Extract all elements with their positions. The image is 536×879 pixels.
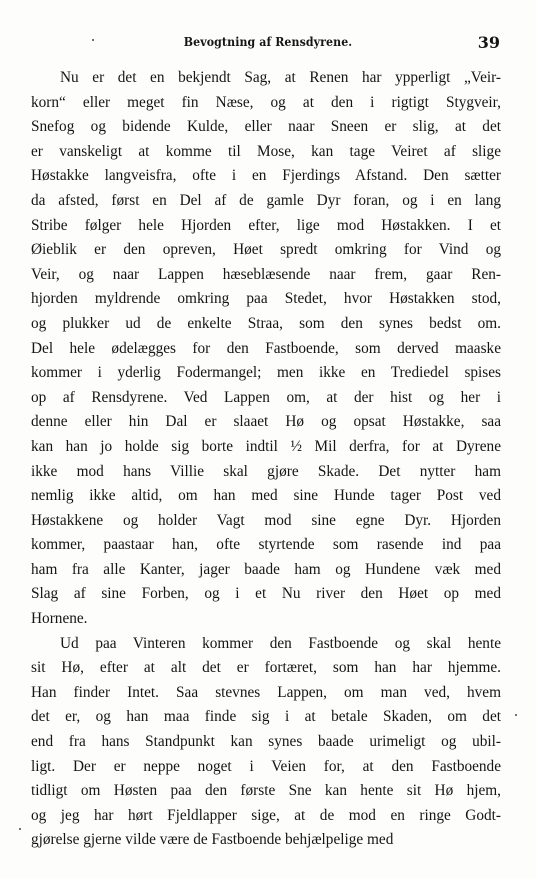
text-line: sit Hø, efter at alt det er fortæret, som han har hjemme. — [31, 659, 501, 677]
text-line: end fra hans Standpunkt kan synes baade urimeligt og ubil- — [31, 733, 501, 751]
text-line: gjørelse gjerne vilde være de Fastboende behjælpelige med — [31, 831, 394, 849]
text-line: ham fra alle Kanter, jager baade ham og Hundene væk med — [31, 560, 501, 578]
text-line: Hornene. — [31, 610, 88, 628]
text-line: Veir, og naar Lappen hæseblæsende naar frem, gaar Ren- — [31, 265, 501, 283]
text-line: Høstakkene og holder Vagt mod sine egne Dyr. Hjorden — [31, 511, 501, 529]
text-line: Slag af sine Forben, og i et Nu river den Høet op med — [31, 585, 501, 603]
text-line: Nu er det en bekjendt Sag, at Renen har ypperligt „Veir- — [60, 69, 501, 86]
text-line: op af Rensdyrene. Ved Lappen om, at der hist og her i — [31, 388, 501, 406]
text-line: kommer, paastaar han, ofte styrtende som rasende ind paa — [31, 536, 501, 554]
paragraph — [31, 632, 501, 853]
text-line: og plukker ud de enkelte Straa, som den synes bedst om. — [31, 314, 501, 332]
text-line: ikke mod hans Villie skal gjøre Skade. Det nytter ham — [31, 462, 501, 480]
paragraph — [31, 66, 501, 632]
text-line: kan han jo holde sig borte indtil ½ Mil derfra, for at Dyrene — [31, 437, 501, 455]
text-line: ligt. Der er neppe noget i Veien for, at den Fastboende — [31, 757, 501, 775]
text-line: er vanskeligt at komme til Mose, kan tage Veiret af slige — [31, 142, 501, 160]
text-line: Stribe følger hele Hjorden efter, lige mod Høstakken. I et — [31, 216, 501, 234]
text-line: Øieblik er den opreven, Høet spredt omkring for Vind og — [31, 241, 501, 259]
text-line: og jeg har hørt Fjeldlapper sige, at de mod en ringe Godt- — [31, 806, 501, 824]
text-line: tidligt om Høsten paa den første Sne kan hente sit Hø hjem, — [31, 782, 501, 800]
text-line: Snefog og bidende Kulde, eller naar Sneen er slig, at det — [31, 118, 501, 136]
text-line: Høstakke langveisfra, ofte i en Fjerdings Afstand. Den sætter — [31, 167, 501, 185]
text-line: Del hele ødelægges for den Fastboende, som derved maaske — [31, 339, 501, 357]
print-speck — [515, 714, 517, 716]
text-line: Han finder Intet. Saa stevnes Lappen, om man ved, hvem — [31, 683, 501, 701]
print-speck — [92, 39, 94, 41]
text-line: da afsted, først en Del af de gamle Dyr foran, og i en lang — [31, 191, 501, 209]
text-line: denne eller hin Dal er slaaet Hø og opsat Høstakke, saa — [31, 413, 501, 431]
text-line: det er, og han maa finde sig i at betale Skaden, om det — [31, 708, 501, 726]
running-head: Bevogtning af Rensdyrene. — [183, 34, 353, 49]
print-speck — [19, 828, 21, 830]
text-line: korn“ eller meget fin Næse, og at den i rigtigt Stygveir, — [31, 93, 501, 111]
text-line: kommer i yderlig Fodermangel; men ikke en Trediedel spises — [31, 364, 501, 382]
text-line: hjorden myldrende omkring paa Stedet, hvor Høstakken stod, — [31, 290, 501, 308]
text-line: Ud paa Vinteren kommer den Fastboende og skal hente — [60, 634, 501, 652]
page-header — [0, 33, 536, 53]
text-line: nemlig ikke altid, om han med sine Hunde tager Post ved — [31, 487, 501, 505]
body-text — [31, 66, 501, 853]
page-number: 39 — [477, 33, 500, 52]
